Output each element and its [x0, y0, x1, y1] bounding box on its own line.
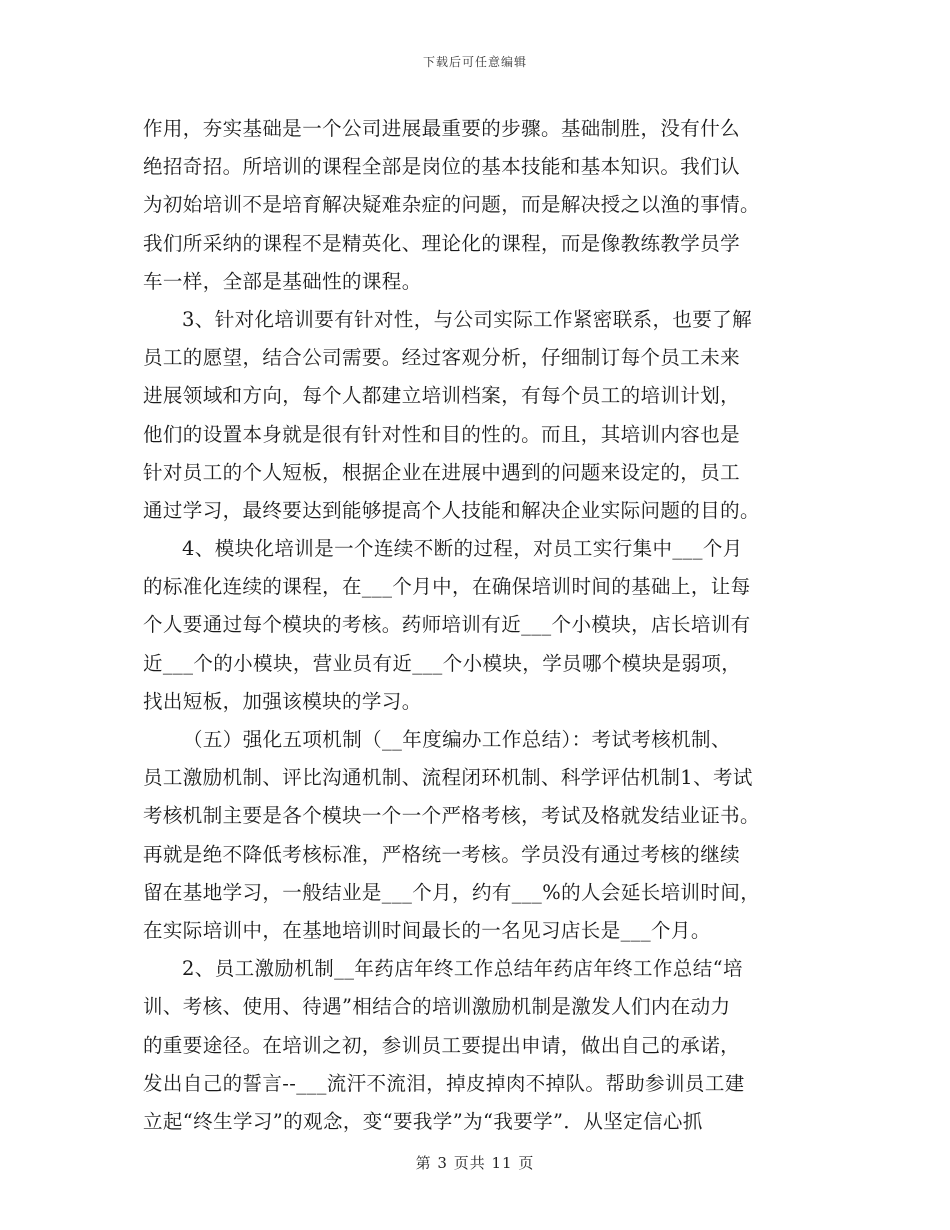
page-number: 第 3 页共 11 页 — [415, 1154, 535, 1172]
text-line: 为初始培训不是培育解决疑难杂症的问题，而是解决授之以渔的事情。 — [143, 193, 760, 217]
text-line: 他们的设置本身就是很有针对性和目的性的。而且，其培训内容也是 — [143, 422, 741, 446]
text-line: 作用，夯实基础是一个公司进展最重要的步骤。基础制胜，没有什么 — [143, 117, 741, 140]
text-line: 个人要通过每个模块的考核。药师培训有近___个小模块，店长培训有 — [143, 613, 751, 637]
text-line: （五）强化五项机制（__年度编办工作总结）：考试考核机制、 — [183, 728, 731, 751]
text-line: 在实际培训中，在基地培训时间最长的一名见习店长是___个月。 — [143, 918, 711, 942]
text-line: 绝招奇招。所培训的课程全部是岗位的基本技能和基本知识。我们认 — [143, 155, 741, 179]
text-line: 车一样，全部是基础性的课程。 — [143, 269, 422, 293]
text-line: 员工激励机制、评比沟通机制、流程闭环机制、科学评估机制1、考试 — [143, 766, 753, 790]
document-body — [143, 110, 808, 1141]
text-line: 立起“终生学习”的观念，变“要我学”为“我要学”．从坚定信心抓 — [143, 1109, 703, 1133]
text-line: 2、员工激励机制__年药店年终工作总结年药店年终工作总结“培 — [182, 957, 743, 981]
text-line: 的标准化连续的课程，在___个月中，在确保培训时间的基础上，让每 — [143, 575, 751, 599]
text-line: 通过学习，最终要达到能够提高个人技能和解决企业实际问题的目的。 — [143, 498, 760, 522]
text-line: 发出自己的誓言--___流汗不流泪，掉皮掉肉不掉队。帮助参训员工建 — [143, 1071, 745, 1095]
text-line: 员工的愿望，结合公司需要。经过客观分析，仔细制订每个员工未来 — [143, 346, 741, 370]
text-line: 训、考核、使用、待遇”相结合的培训激励机制是激发人们内在动力 — [143, 995, 731, 1019]
text-line: 留在基地学习，一般结业是___个月，约有___%的人会延长培训时间， — [143, 880, 761, 904]
page-header-note: 下载后可任意编辑 — [422, 55, 527, 69]
text-line: 找出短板，加强该模块的学习。 — [143, 689, 422, 713]
text-line: 我们所采纳的课程不是精英化、理论化的课程，而是像教练教学员学 — [143, 231, 741, 255]
text-line: 4、模块化培训是一个连续不断的过程，对员工实行集中___个月 — [182, 537, 743, 561]
text-line: 再就是绝不降低考核标准，严格统一考核。学员没有通过考核的继续 — [143, 842, 741, 866]
text-line: 近___个的小模块，营业员有近___个小模块，学员哪个模块是弱项， — [143, 651, 742, 675]
text-line: 3、针对化培训要有针对性，与公司实际工作紧密联系，也要了解 — [182, 307, 753, 331]
text-line: 的重要途径。在培训之初，参训员工要提出申请，做出自己的承诺， — [143, 1033, 741, 1057]
text-line: 进展领域和方向，每个人都建立培训档案，有每个员工的培训计划， — [143, 384, 741, 408]
text-line: 针对员工的个人短板，根据企业在进展中遇到的问题来设定的，员工 — [143, 460, 741, 484]
text-line: 考核机制主要是各个模块一个一个严格考核，考试及格就发结业证书。 — [143, 804, 760, 828]
